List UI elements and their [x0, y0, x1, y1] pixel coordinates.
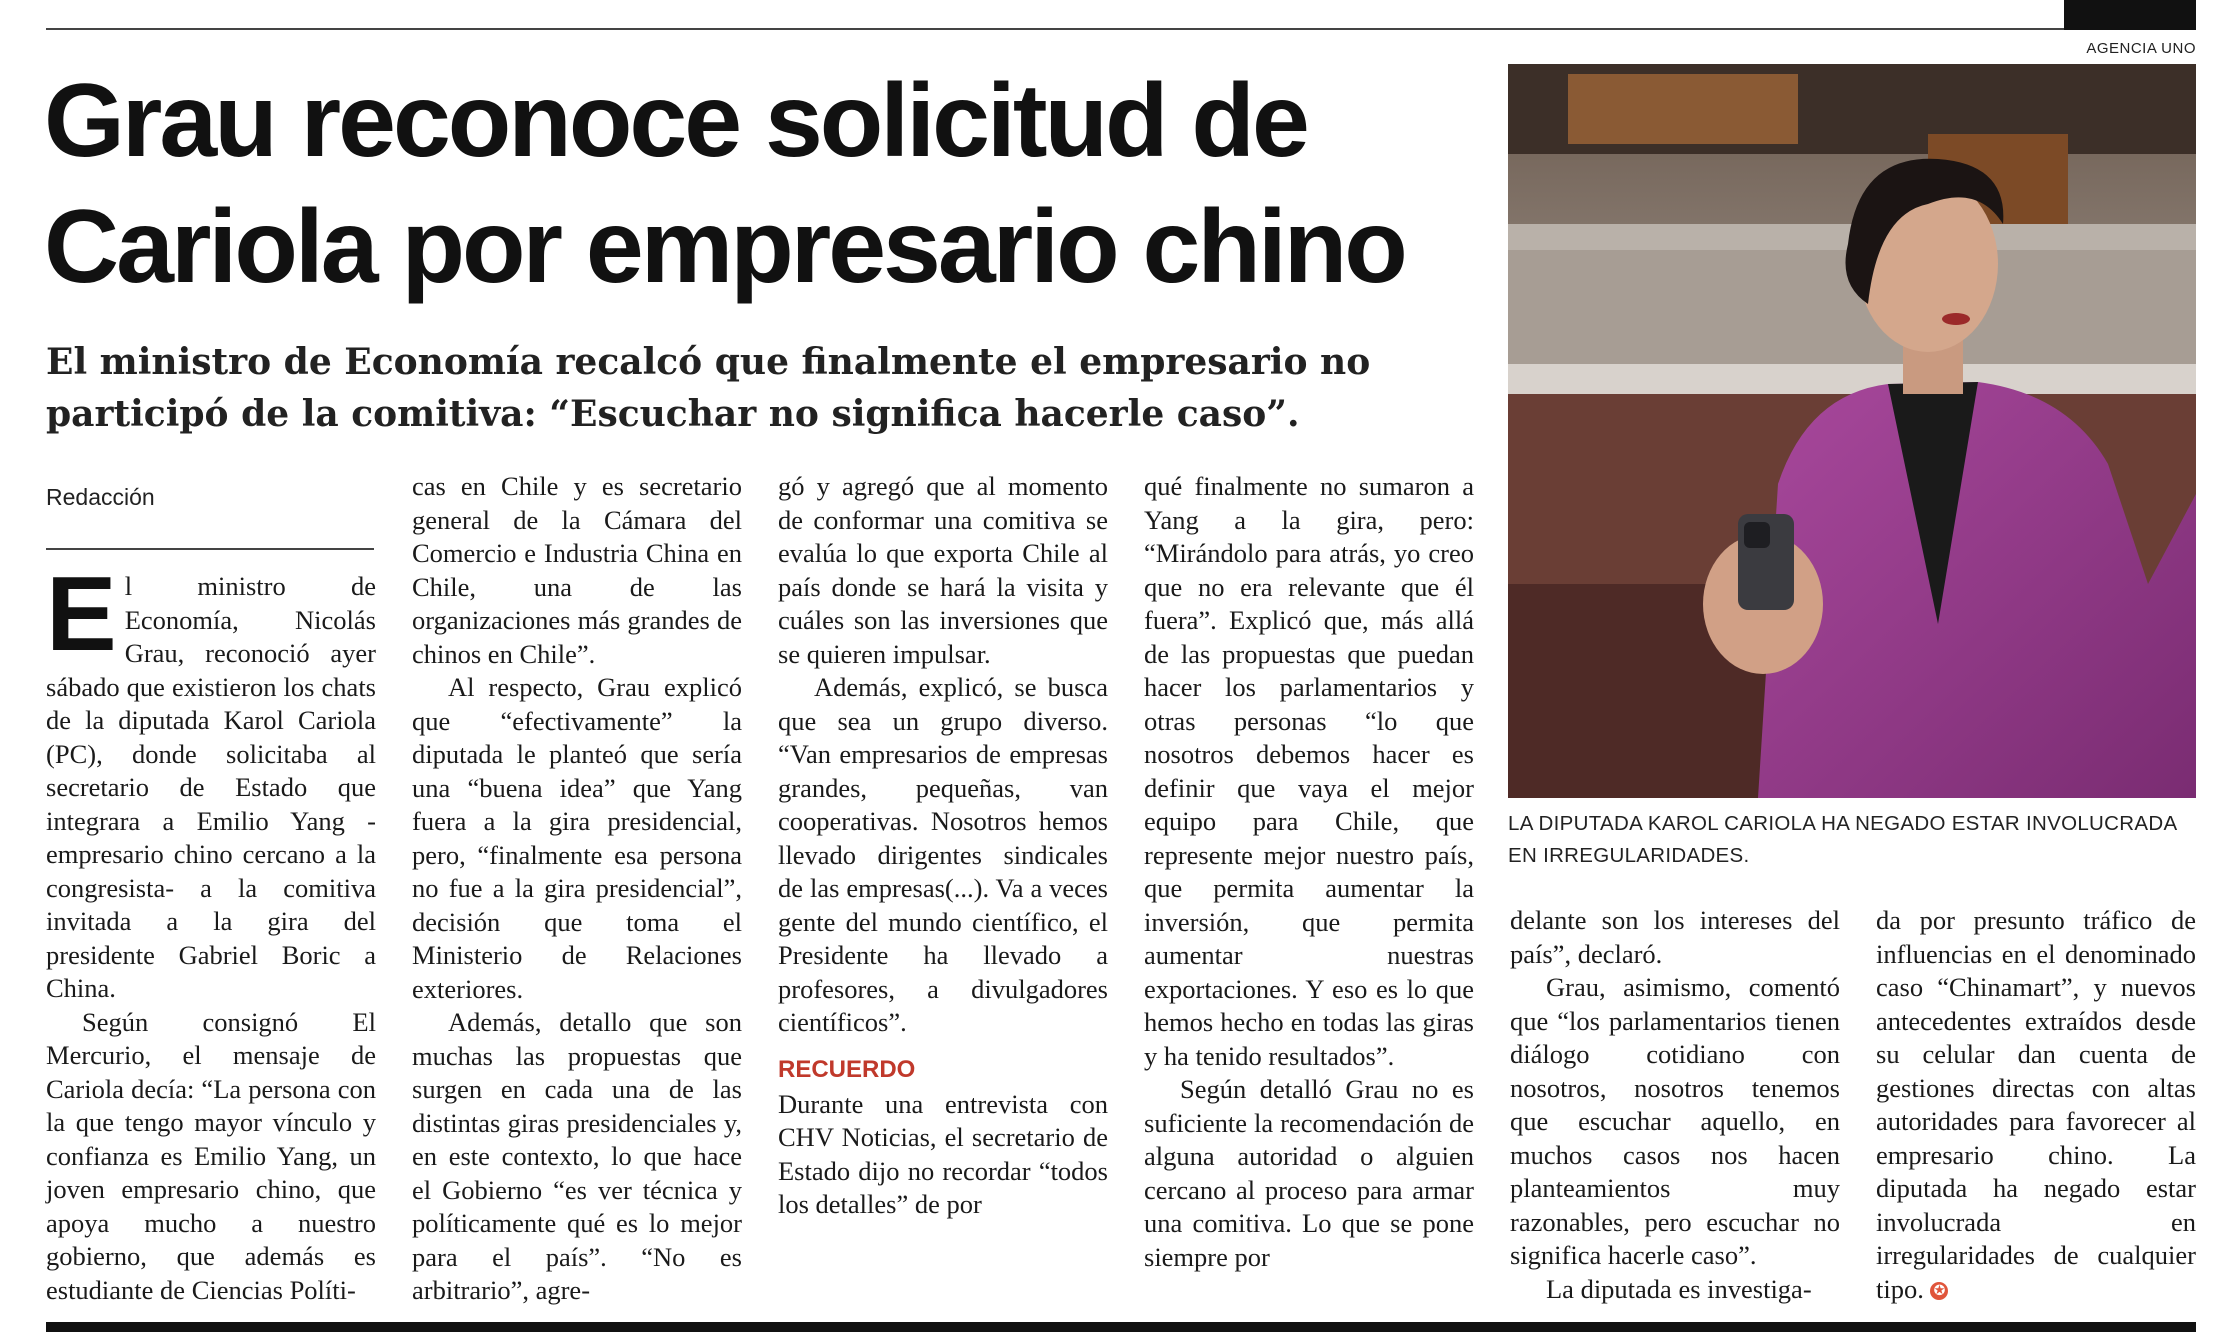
- section-heading-recuerdo: RECUERDO: [778, 1055, 916, 1083]
- photo-credit: AGENCIA UNO: [2086, 40, 2196, 57]
- bottom-rule: [46, 1322, 2196, 1332]
- photo-caption: LA DIPUTADA KAROL CARIOLA HA NEGADO ESTAR INVOLUCRADA EN IRREGULARIDADES.: [1508, 812, 2177, 867]
- byline: Redacción: [46, 484, 155, 510]
- paragraph: Según consignó El Mercurio, el mensaje de Cariola decía: “La persona con la que tengo mayor vínculo y confianza es Emilio Yang, un joven empresario chino, que apoya mucho a nuestro gobierno, que además es estudiante de Ciencias Políti-: [46, 1006, 376, 1305]
- byline-rule: [46, 548, 374, 550]
- paragraph: gó y agregó que al momento de conformar una comitiva se evalúa lo que exporta Chile al país donde se hará la visita y cuáles son las inversiones que se quieren impulsar.: [778, 471, 1108, 669]
- paragraph: Según detalló Grau no es suficiente la recomendación de alguna autoridad o alguien cercano al proceso para armar una comitiva. Lo que se pone siempre por: [1144, 1074, 1474, 1272]
- end-mark-icon: ✪: [1930, 1282, 1948, 1300]
- paragraph: qué finalmente no sumaron a Yang a la gira, pero: “Mirándolo para atrás, yo creo que no era relevante que él fuera”. Explicó que, más allá de las propuestas que puedan hacer los parlamentarios y otras personas “lo que nosotros debemos hacer es definir que vaya el mejor equipo para Chile, que represente mejor nuestro país, que permita aumentar la inversión, que permita aumentar nuestras exportaciones. Y eso es lo que hemos hecho en todas las giras y ha tenido resultados”.: [1144, 471, 1474, 1071]
- headline: Grau reconoce solicitud de Cariola por empresario chino: [44, 63, 1405, 305]
- paragraph: [1876, 904, 2196, 1306]
- top-rule: [46, 28, 2064, 30]
- column-1: [46, 555, 376, 1307]
- column-5: [1510, 904, 1840, 1306]
- paragraph: cas en Chile y es secretario general de la Cámara del Comercio e Industria China en Chile, una de las organizaciones más grandes de chinos en Chile”.: [412, 471, 742, 669]
- top-black-block: [2064, 0, 2196, 30]
- paragraph-text: l ministro de Economía, Nicolás Grau, reconoció ayer sábado que existieron los chats de la diputada Karol Cariola (PC), donde solicitaba al secretario de Estado que integrara a Emilio Yang -empresario chino cercano a la congresista- a la comitiva invitada a la gira del presidente Gabriel Boric a China.: [46, 571, 376, 1003]
- deck: El ministro de Economía recalcó que finalmente el empresario no participó de la comitiva: “Escuchar no significa hacerle caso”.: [46, 341, 1371, 435]
- column-6: [1876, 904, 2196, 1306]
- paragraph-text: da por presunto tráfico de influencias en el denominado caso “Chinamart”, y nuevos antecedentes extraídos desde su celular dan cuenta de gestiones directas con altas autoridades para favorecer al empresario chino. La diputada ha negado estar involucrada en irregularidades de cualquier tipo.: [1876, 905, 2196, 1304]
- paragraph: Durante una entrevista con CHV Noticias, el secretario de Estado dijo no recordar “todos los detalles” de por: [778, 1088, 1108, 1219]
- article-photo: [1508, 64, 2196, 798]
- column-4: [1144, 470, 1474, 1274]
- column-2: [412, 470, 742, 1308]
- paragraph: Además, detallo que son muchas las propuestas que surgen en cada una de las distintas giras presidenciales y, en este contexto, lo que hace el Gobierno “es ver técnica y políticamente qué es lo mejor para el país”. “No es arbitrario”, agre-: [412, 1007, 742, 1305]
- paragraph: Al respecto, Grau explicó que “efectivamente” la diputada le planteó que sería una “buena idea” que Yang fuera a la gira presidencial, pero, “finalmente esa persona no fue a la gira presidencial”, decisión que toma el Ministerio de Relaciones exteriores.: [412, 672, 742, 1004]
- paragraph: Grau, asimismo, comentó que “los parlamentarios tienen diálogo cotidiano con nosotros, nosotros tenemos que escuchar aquello, en muchos casos nos hacen planteamientos muy razonables, pero escuchar no significa hacerle caso”.: [1510, 972, 1840, 1270]
- paragraph: delante son los intereses del país”, declaró.: [1510, 905, 1840, 969]
- column-3: [778, 470, 1108, 1222]
- paragraph: Además, explicó, se busca que sea un grupo diverso. “Van empresarios de empresas grandes, pequeñas, van cooperativas. Nosotros hemos llevado dirigentes sindicales de las empresas(...). Va a veces gente del mundo científico, el Presidente ha llevado a profesores, a divulgadores científicos”.: [778, 672, 1108, 1037]
- drop-cap: E: [46, 555, 117, 673]
- paragraph: [46, 555, 376, 1006]
- paragraph: La diputada es investiga-: [1546, 1273, 1812, 1304]
- photo-karol-cariola: [1508, 64, 2196, 798]
